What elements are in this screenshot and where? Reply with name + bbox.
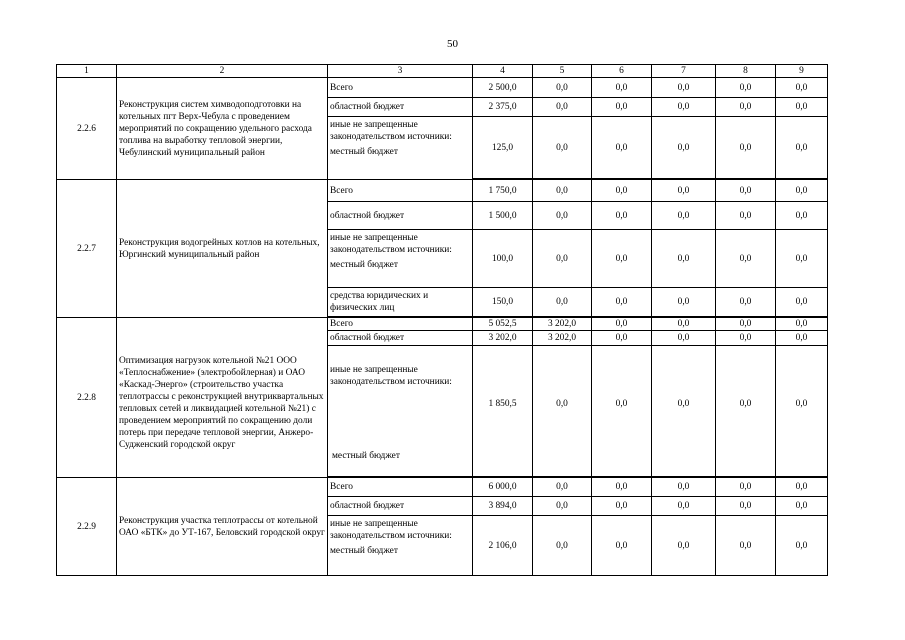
table-row: [57, 318, 828, 331]
value-cell: 0,0: [716, 180, 776, 202]
value-cell: 0,0: [652, 331, 716, 346]
funding-source: областной бюджет: [328, 202, 473, 230]
value-cell: 0,0: [776, 288, 828, 317]
item-number: 2.2.6: [57, 78, 117, 180]
value-cell: 0,0: [776, 516, 828, 576]
table-row: [57, 478, 828, 497]
page-number: 50: [447, 38, 458, 50]
item-name: Реконструкция водогрейных котлов на котельных, Юргинский муниципальный район: [117, 180, 328, 318]
value-cell: 0,0: [652, 516, 716, 576]
value-cell: 0,0: [652, 78, 716, 98]
funding-source: средства юридических и физических лиц: [328, 288, 473, 317]
funding-source-label: местный бюджет: [330, 260, 398, 270]
funding-source: областной бюджет: [328, 331, 473, 346]
funding-source: [328, 117, 473, 179]
value-cell: 0,0: [716, 346, 776, 477]
value-cell: 0,0: [533, 98, 592, 117]
value-cell: 0,0: [716, 288, 776, 317]
value-cell: 0,0: [533, 288, 592, 317]
value-cell: 0,0: [716, 78, 776, 98]
funding-table: [56, 64, 828, 576]
value-cell: 0,0: [652, 202, 716, 230]
value-cell: 6 000,0: [473, 478, 533, 497]
item-number: 2.2.8: [57, 318, 117, 478]
funding-source-label: иные не запрещенные законодательством источники:: [330, 519, 452, 541]
item-number: 2.2.7: [57, 180, 117, 318]
value-cell: 0,0: [652, 346, 716, 477]
funding-source: [328, 516, 473, 576]
value-cell: 0,0: [533, 78, 592, 98]
value-cell: 0,0: [533, 117, 592, 179]
funding-source-label: местный бюджет: [332, 451, 400, 461]
table-row: [57, 180, 828, 202]
column-number-row: [57, 65, 828, 78]
funding-source: [328, 230, 473, 288]
value-cell: 0,0: [776, 497, 828, 516]
column-header: 3: [328, 65, 473, 78]
value-cell: 0,0: [652, 230, 716, 288]
item-number: 2.2.9: [57, 478, 117, 576]
value-cell: 0,0: [533, 497, 592, 516]
value-cell: 1 750,0: [473, 180, 533, 202]
value-cell: 0,0: [592, 202, 652, 230]
value-cell: 1 500,0: [473, 202, 533, 230]
value-cell: 0,0: [592, 497, 652, 516]
value-cell: 0,0: [592, 288, 652, 317]
value-cell: 0,0: [716, 318, 776, 331]
value-cell: 0,0: [592, 331, 652, 346]
value-cell: 150,0: [473, 288, 533, 317]
value-cell: 0,0: [533, 230, 592, 288]
value-cell: 3 894,0: [473, 497, 533, 516]
value-cell: 0,0: [776, 478, 828, 497]
funding-source-label: иные не запрещенные законодательством источники:: [330, 365, 452, 387]
funding-source: областной бюджет: [328, 497, 473, 516]
funding-source: Всего: [328, 318, 473, 331]
value-cell: 0,0: [533, 346, 592, 477]
value-cell: 3 202,0: [533, 318, 592, 331]
value-cell: 0,0: [776, 78, 828, 98]
column-header: 5: [533, 65, 592, 78]
value-cell: 2 375,0: [473, 98, 533, 117]
value-cell: 0,0: [592, 478, 652, 497]
value-cell: 0,0: [652, 497, 716, 516]
value-cell: 1 850,5: [473, 346, 533, 477]
value-cell: 0,0: [776, 202, 828, 230]
item-name: Реконструкция участка теплотрассы от котельной ОАО «БТК» до УТ-167, Беловский городской округ: [117, 478, 328, 576]
value-cell: 2 106,0: [473, 516, 533, 576]
value-cell: 0,0: [776, 346, 828, 477]
funding-source-label: местный бюджет: [330, 546, 398, 556]
value-cell: 100,0: [473, 230, 533, 288]
value-cell: 0,0: [592, 346, 652, 477]
value-cell: 3 202,0: [533, 331, 592, 346]
value-cell: 0,0: [716, 230, 776, 288]
funding-source: областной бюджет: [328, 98, 473, 117]
value-cell: 0,0: [652, 98, 716, 117]
value-cell: 2 500,0: [473, 78, 533, 98]
value-cell: 0,0: [533, 478, 592, 497]
value-cell: 0,0: [776, 180, 828, 202]
funding-source: Всего: [328, 478, 473, 497]
value-cell: 0,0: [592, 318, 652, 331]
value-cell: 0,0: [716, 331, 776, 346]
value-cell: 0,0: [776, 117, 828, 179]
value-cell: 0,0: [533, 516, 592, 576]
value-cell: 0,0: [716, 117, 776, 179]
value-cell: 0,0: [776, 331, 828, 346]
column-header: 1: [57, 65, 117, 78]
column-header: 4: [473, 65, 533, 78]
value-cell: 5 052,5: [473, 318, 533, 331]
value-cell: 0,0: [652, 288, 716, 317]
value-cell: 0,0: [776, 230, 828, 288]
value-cell: 0,0: [776, 318, 828, 331]
table-row: [57, 78, 828, 98]
column-header: 9: [776, 65, 828, 78]
value-cell: 3 202,0: [473, 331, 533, 346]
funding-source-label: иные не запрещенные законодательством источники:: [330, 120, 452, 142]
value-cell: 125,0: [473, 117, 533, 179]
item-name: Оптимизация нагрузок котельной №21 ООО «Теплоснабжение» (электробойлерная) и ОАО «Каскад-Энерго» (строительство участка теплотрассы с реконструкцией внутриквартальных тепловых сетей и ликвидацией котельной №21) с проведением мероприятий по сокращению доли потерь при передаче тепловой энергии, Анжеро-Судженский городской округ: [117, 318, 328, 478]
column-header: 7: [652, 65, 716, 78]
value-cell: 0,0: [592, 516, 652, 576]
value-cell: 0,0: [592, 78, 652, 98]
column-header: 6: [592, 65, 652, 78]
value-cell: 0,0: [716, 202, 776, 230]
value-cell: 0,0: [652, 478, 716, 497]
value-cell: 0,0: [652, 117, 716, 179]
value-cell: 0,0: [652, 180, 716, 202]
funding-source: Всего: [328, 180, 473, 202]
item-name: Реконструкция систем химводоподготовки на котельных пгт Верх-Чебула с проведением мероприятий по сокращению удельного расхода топлива на выработку тепловой энергии, Чебулинский муниципальный район: [117, 78, 328, 180]
value-cell: 0,0: [533, 180, 592, 202]
funding-source: [328, 346, 473, 477]
value-cell: 0,0: [592, 180, 652, 202]
value-cell: 0,0: [716, 497, 776, 516]
column-header: 8: [716, 65, 776, 78]
value-cell: 0,0: [716, 478, 776, 497]
value-cell: 0,0: [533, 202, 592, 230]
funding-source-label: местный бюджет: [330, 147, 398, 157]
column-header: 2: [117, 65, 328, 78]
value-cell: 0,0: [776, 98, 828, 117]
value-cell: 0,0: [592, 117, 652, 179]
funding-source: Всего: [328, 78, 473, 98]
value-cell: 0,0: [716, 98, 776, 117]
value-cell: 0,0: [652, 318, 716, 331]
value-cell: 0,0: [592, 230, 652, 288]
value-cell: 0,0: [592, 98, 652, 117]
value-cell: 0,0: [716, 516, 776, 576]
funding-source-label: иные не запрещенные законодательством источники:: [330, 233, 452, 255]
